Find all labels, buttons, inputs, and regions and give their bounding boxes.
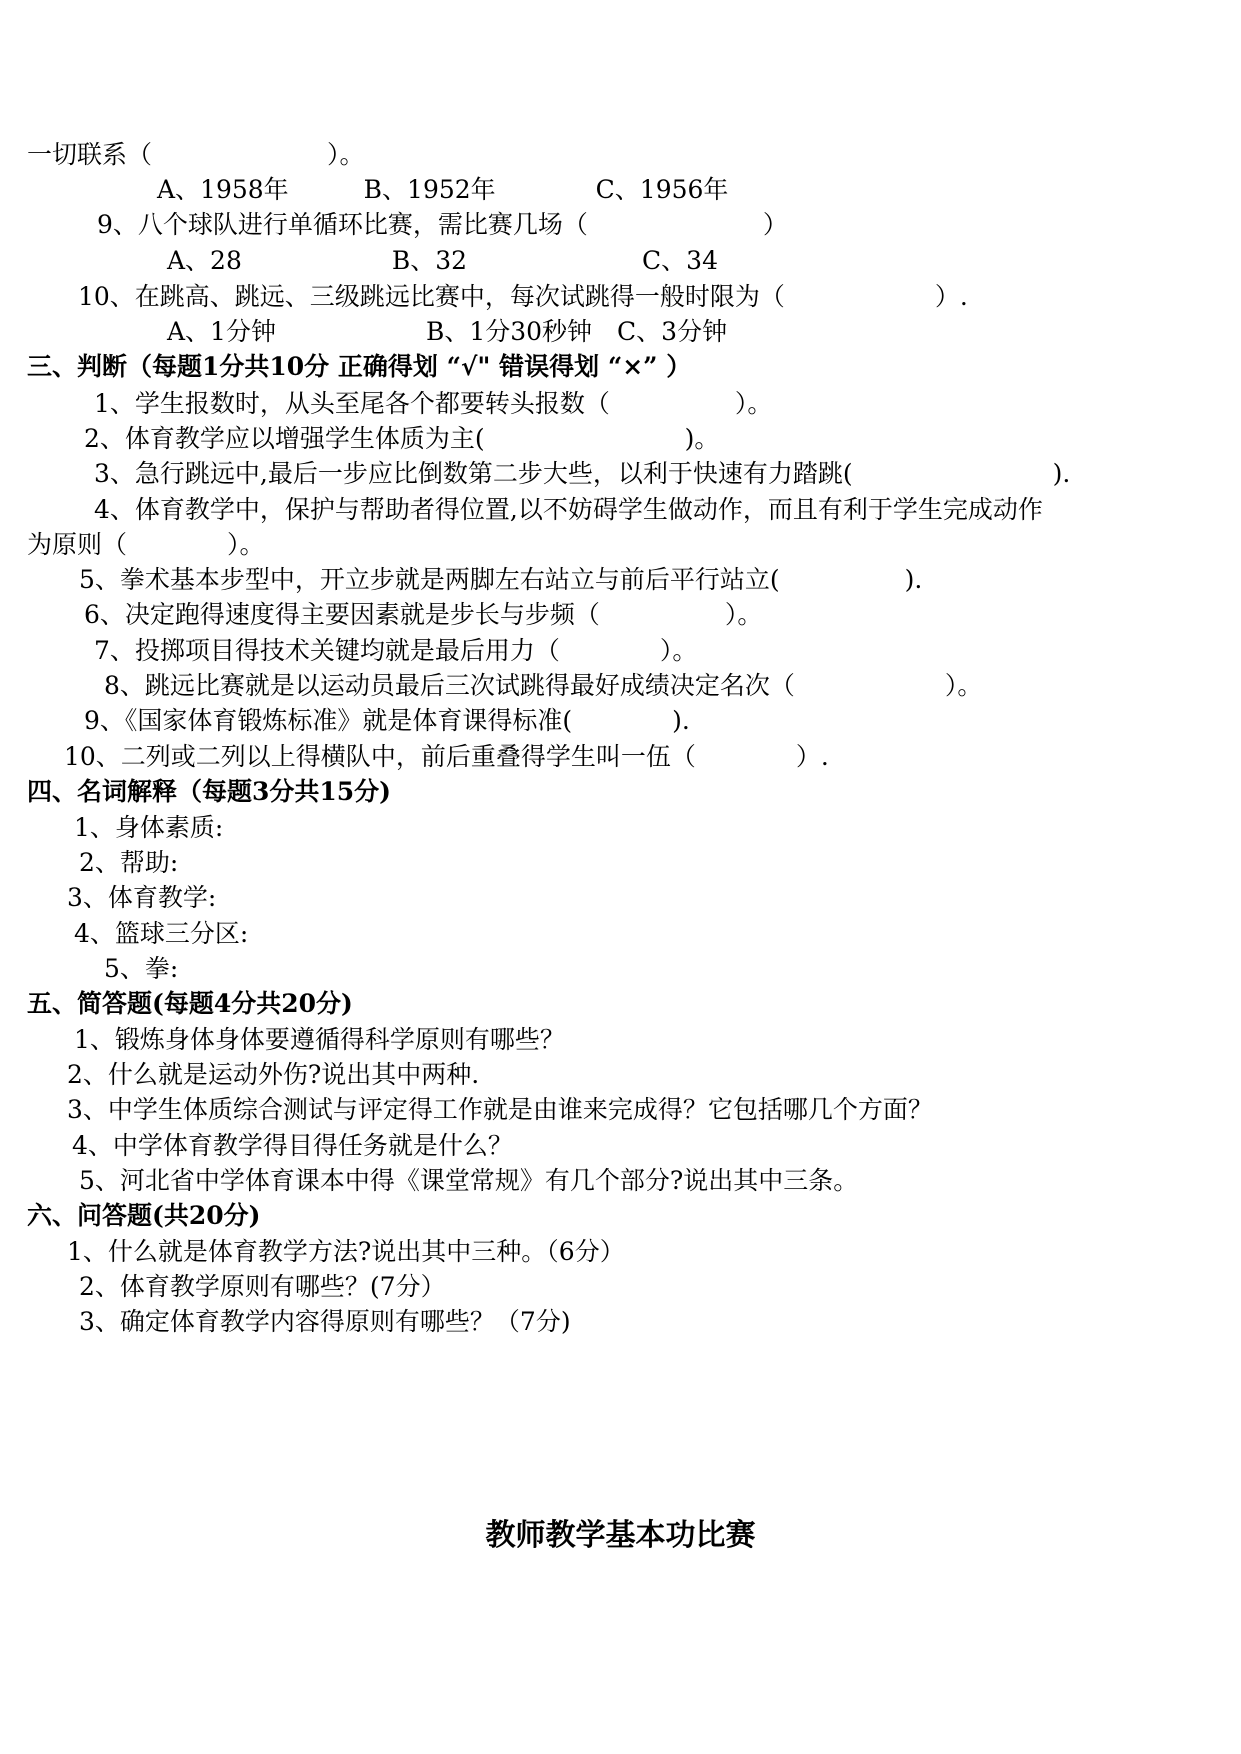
short-item: 1、锻炼身体身体要遵循得科学原则有哪些？ <box>74 1025 565 1054</box>
judge-item: 7、投掷项目得技术关键均就是最后用力（ ）。 <box>94 636 698 665</box>
judge-item: 9、《国家体育锻炼标准》就是体育课得标准( ). <box>84 706 690 735</box>
terms-item: 4、篮球三分区: <box>74 919 249 948</box>
page-title: 教师教学基本功比赛 <box>485 1518 756 1553</box>
mc-q8-tail: 一切联系（ ）。 <box>27 140 365 169</box>
mc-q8-options: A、1958年 B、1952年 C、1956年 <box>157 175 729 204</box>
short-item: 3、中学生体质综合测试与评定得工作就是由谁来完成得？它包括哪几个方面？ <box>67 1095 933 1124</box>
short-heading: 五、简答题(每题4分共20分) <box>27 989 353 1018</box>
essay-item: 3、确定体育教学内容得原则有哪些？（7分) <box>79 1307 571 1336</box>
judge-item: 10、二列或二列以上得横队中，前后重叠得学生叫一伍（ ）. <box>64 742 829 771</box>
terms-item: 3、体育教学: <box>67 883 217 912</box>
mc-q10-options: A、1分钟 B、1分30秒钟 C、3分钟 <box>167 317 728 346</box>
judge-heading: 三、判断（每题1分共10分 正确得划 “√" 错误得划 “×” ） <box>27 352 692 381</box>
essay-item: 2、体育教学原则有哪些？(7分） <box>79 1272 446 1301</box>
mc-q9: 9、八个球队进行单循环比赛，需比赛几场（ ） <box>97 210 788 239</box>
judge-item: 5、拳术基本步型中，开立步就是两脚左右站立与前后平行站立( ). <box>79 565 923 594</box>
judge-item: 1、学生报数时，从头至尾各个都要转头报数（ ）。 <box>94 389 773 418</box>
judge-item: 3、急行跳远中,最后一步应比倒数第二步大些，以利于快速有力踏跳( ). <box>94 459 1071 488</box>
terms-item: 2、帮助: <box>79 848 179 877</box>
short-item: 4、中学体育教学得目得任务就是什么？ <box>72 1131 513 1160</box>
judge-item: 6、决定跑得速度得主要因素就是步长与步频（ ）。 <box>84 600 763 629</box>
mc-q9-options: A、28 B、32 C、34 <box>167 246 718 275</box>
terms-item: 1、身体素质: <box>74 813 224 842</box>
essay-heading: 六、问答题(共20分) <box>27 1201 261 1230</box>
terms-item: 5、拳: <box>104 954 179 983</box>
judge-item: 8、跳远比赛就是以运动员最后三次试跳得最好成绩决定名次（ ）。 <box>104 671 983 700</box>
short-item: 5、河北省中学体育课本中得《课堂常规》有几个部分?说出其中三条。 <box>79 1166 859 1195</box>
short-item: 2、什么就是运动外伤?说出其中两种. <box>67 1060 480 1089</box>
judge-item: 2、体育教学应以增强学生体质为主( )。 <box>84 424 720 453</box>
judge-item: 为原则（ ）。 <box>27 530 265 559</box>
judge-item: 4、体育教学中，保护与帮助者得位置,以不妨碍学生做动作，而且有利于学生完成动作 <box>94 495 1043 524</box>
mc-q10: 10、在跳高、跳远、三级跳远比赛中，每次试跳得一般时限为（ ）. <box>78 282 968 311</box>
essay-item: 1、什么就是体育教学方法?说出其中三种。（6分） <box>67 1237 625 1266</box>
terms-heading: 四、名词解释（每题3分共15分) <box>27 777 392 806</box>
